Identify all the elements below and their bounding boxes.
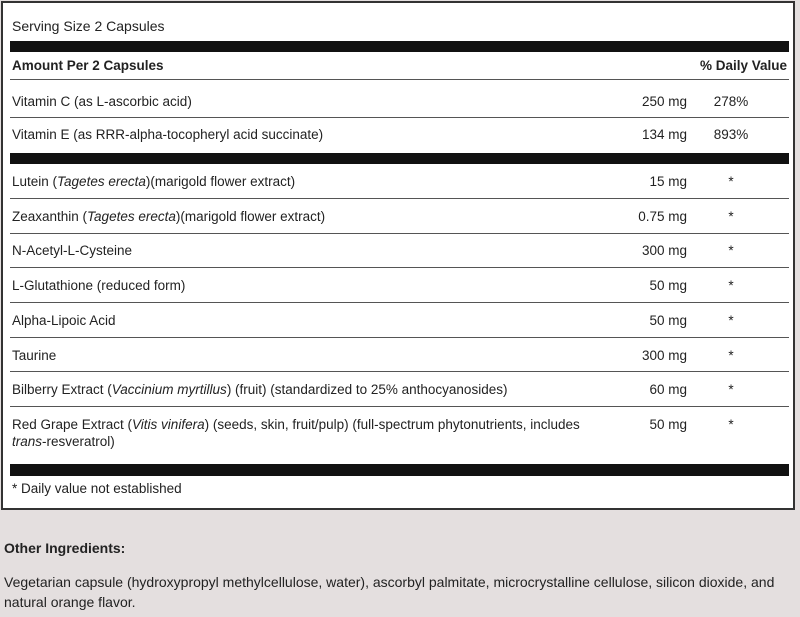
nutrient-dv: *: [728, 278, 734, 293]
nutrient-amount: 50 mg: [649, 278, 687, 293]
nutrient-name: Alpha-Lipoic Acid: [12, 313, 116, 328]
nutrient-amount: 300 mg: [641, 348, 687, 363]
divider: [10, 233, 789, 234]
nutrient-amount: 60 mg: [649, 382, 687, 397]
table-header: [12, 56, 787, 78]
nutrient-name: L-Glutathione (reduced form): [12, 278, 186, 293]
nutrient-name: Zeaxanthin (Tagetes erecta)(marigold flower extract): [12, 209, 326, 224]
nutrient-amount: 15 mg: [649, 174, 687, 189]
divider: [10, 406, 789, 407]
nutrient-dv: 278%: [713, 94, 749, 109]
nutrient-amount: 50 mg: [649, 417, 687, 432]
nutrient-name: Bilberry Extract (Vaccinium myrtillus) (fruit) (standardized to 25% anthocyanosides): [12, 382, 508, 397]
nutrient-amount: 0.75 mg: [638, 209, 687, 224]
nutrient-dv: *: [728, 313, 734, 328]
supplement-facts-panel: [1, 1, 795, 510]
daily-value-label: % Daily Value: [699, 58, 787, 73]
divider: [10, 198, 789, 199]
nutrient-dv: *: [728, 243, 734, 258]
thick-divider: [10, 153, 789, 164]
nutrient-name: Lutein (Tagetes erecta)(marigold flower extract): [12, 174, 296, 189]
nutrient-name: Vitamin E (as RRR-alpha-tocopheryl acid succinate): [12, 127, 324, 142]
divider: [10, 337, 789, 338]
divider: [10, 302, 789, 303]
thick-divider: [10, 41, 789, 52]
nutrient-name: Taurine: [12, 348, 57, 363]
nutrient-dv: *: [728, 209, 734, 224]
nutrient-amount: 50 mg: [649, 313, 687, 328]
nutrient-dv: *: [728, 174, 734, 189]
divider: [10, 117, 789, 118]
nutrient-dv: 893%: [713, 127, 749, 142]
serving-size: Serving Size 2 Capsules: [12, 18, 165, 34]
nutrient-name: N-Acetyl-L-Cysteine: [12, 243, 133, 258]
divider: [10, 267, 789, 268]
footnote: * Daily value not established: [12, 481, 182, 496]
nutrient-amount: 250 mg: [641, 94, 687, 109]
divider: [10, 371, 789, 372]
nutrient-amount: 300 mg: [641, 243, 687, 258]
other-ingredients-heading: Other Ingredients:: [4, 540, 126, 556]
nutrient-dv: *: [728, 382, 734, 397]
divider: [10, 79, 789, 80]
nutrient-amount: 134 mg: [641, 127, 687, 142]
nutrient-name: Red Grape Extract (Vitis vinifera) (seeds, skin, fruit/pulp) (full-spectrum phytonutrients, includes trans-resveratrol): [12, 417, 580, 449]
other-ingredients-text: Vegetarian capsule (hydroxypropyl methylcellulose, water), ascorbyl palmitate, microcrystalline cellulose, silicon dioxide, and natural orange flavor.: [4, 574, 775, 610]
amount-per-label: Amount Per 2 Capsules: [12, 58, 164, 73]
nutrient-dv: *: [728, 417, 734, 432]
nutrient-dv: *: [728, 348, 734, 363]
thick-divider: [10, 464, 789, 476]
nutrient-name: Vitamin C (as L-ascorbic acid): [12, 94, 192, 109]
